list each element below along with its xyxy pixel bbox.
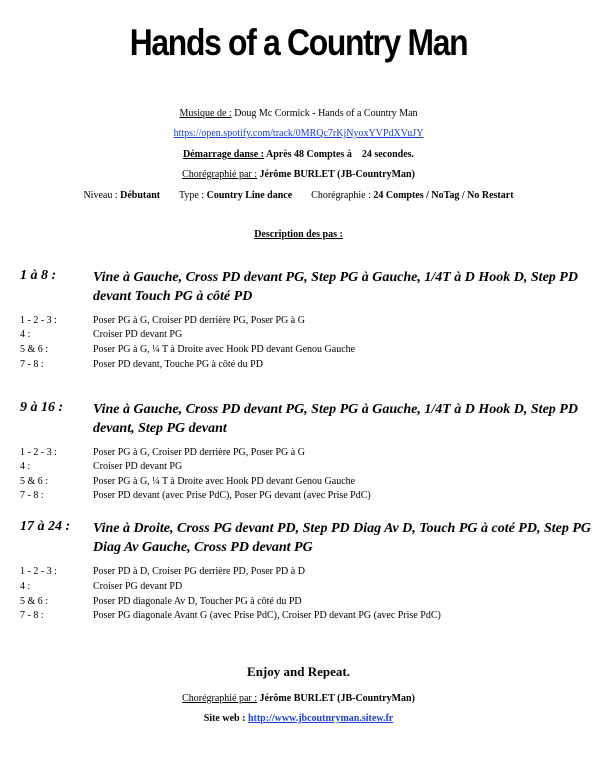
choreographer-label: Chorégraphié par : [182,169,258,180]
choreographer-line [0,169,597,180]
step-count: 5 & 6 : [20,476,49,487]
website-label: Site web : [203,713,246,724]
level-value: Débutant [117,190,161,201]
section-counts: 17 à 24 : [20,519,71,534]
section-title: Vine à Gauche, Cross PD devant PG, Step PG à Gauche, 1/4T à D Hook D, Step PD devant Touch PG à côté PD [93,270,578,304]
start-label: Démarrage danse : [182,149,265,160]
footer-choreographer-line [0,693,597,704]
choreography-value: 24 Comptes / NoTag / No Restart [370,190,514,201]
step-description: Poser PG à G, ¼ T à Droite avec Hook PD devant Genou Gauche [93,476,356,487]
step-count: 7 - 8 : [20,610,44,621]
footer-choreographer-label: Chorégraphié par : [182,693,258,704]
document-title: Hands of a Country Man [129,22,468,63]
step-count: 4 : [20,329,31,340]
level-label: Niveau : [83,190,118,201]
step-description: Poser PG diagonale Avant G (avec Prise PdC), Croiser PD devant PG (avec Prise PdC) [93,610,441,621]
music-line [0,108,597,119]
step-description: Croiser PD devant PG [93,461,183,472]
step-description: Poser PG à G, ¼ T à Droite avec Hook PD devant Genou Gauche [93,344,356,355]
section-title: Vine à Gauche, Cross PD devant PG, Step PG à Gauche, 1/4T à D Hook D, Step PD devant, Step PG devant [93,402,578,436]
step-count: 4 : [20,461,31,472]
music-value: Doug Mc Cormick - Hands of a Country Man [231,108,418,119]
info-line [0,190,597,201]
step-count: 1 - 2 - 3 : [20,566,57,577]
enjoy-text: Enjoy and Repeat. [247,664,350,679]
step-count: 1 - 2 - 3 : [20,315,57,326]
website-link[interactable]: http://www.jbcoutnryman.sitew.fr [247,713,394,724]
step-description: Poser PG à G, Croiser PD derrière PG, Poser PG à G [93,315,305,326]
section-title: Vine à Droite, Cross PG devant PD, Step PD Diag Av D, Touch PG à coté PD, Step PG Diag Av Gauche, Cross PD devant PG [93,521,592,555]
spotify-line [0,128,597,139]
step-count: 5 & 6 : [20,344,49,355]
step-description: Poser PG à G, Croiser PD derrière PG, Poser PG à G [93,447,305,458]
step-count: 5 & 6 : [20,596,49,607]
spotify-link[interactable]: https://open.spotify.com/track/0MRQc7rKjNyoxYVPdXVuJY [173,128,424,139]
step-description: Poser PD devant (avec Prise PdC), Poser PG devant (avec Prise PdC) [93,490,371,501]
section-counts: 1 à 8 : [20,268,57,283]
step-count: 7 - 8 : [20,359,44,370]
step-description: Croiser PG devant PD [93,581,183,592]
step-description: Poser PD devant, Touche PG à côté du PD [93,359,263,370]
choreographer-value: Jérôme BURLET (JB-CountryMan) [257,169,415,180]
step-count: 1 - 2 - 3 : [20,447,57,458]
music-label: Musique de : [179,108,232,119]
website-line [0,713,597,724]
step-description: Poser PD diagonale Av D, Toucher PG à côté du PD [93,596,302,607]
section-counts: 9 à 16 : [20,400,64,415]
start-line [0,149,597,160]
start-value: Après 48 Comptes à 24 secondes. [264,149,415,160]
step-description: Poser PD à D, Croiser PG derrière PD, Poser PD à D [93,566,305,577]
description-heading: Description des pas : [254,229,343,240]
type-value: Country Line dance [204,190,293,201]
step-count: 7 - 8 : [20,490,44,501]
choreography-label: Chorégraphie : [311,190,371,201]
step-description: Croiser PD devant PG [93,329,183,340]
step-count: 4 : [20,581,31,592]
footer-choreographer-value: Jérôme BURLET (JB-CountryMan) [257,693,415,704]
type-label: Type : [178,190,205,201]
